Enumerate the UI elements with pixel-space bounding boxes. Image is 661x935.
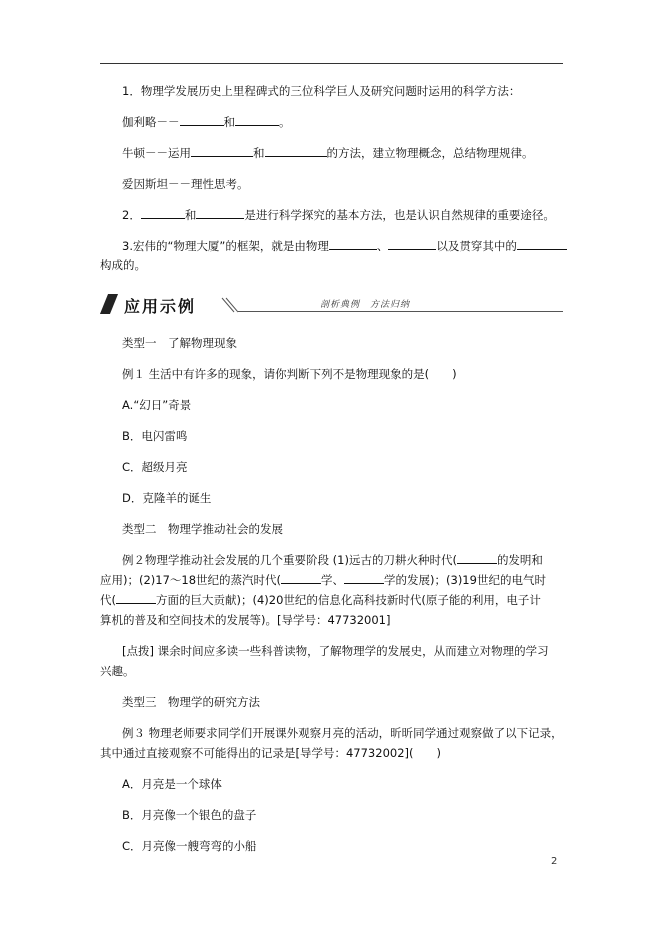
blank[interactable]: [329, 238, 377, 250]
blank[interactable]: [235, 114, 279, 126]
page-number: 2: [551, 856, 558, 867]
q1-newton: [122, 145, 534, 161]
blank[interactable]: [265, 145, 327, 157]
blank[interactable]: [180, 114, 224, 126]
section-rule: [238, 311, 563, 312]
option-a[interactable]: A．月亮是一个球体: [122, 777, 222, 791]
type2-title: 类型二 物理学推动社会的发展: [122, 522, 283, 536]
option-c[interactable]: C．超级月亮: [122, 460, 188, 474]
section-header: [100, 292, 563, 318]
example2-text: 方面的巨大贡献)；(4)20世纪的信息化高科技新时代(原子能的利用，电子计: [156, 593, 541, 607]
newton-end: 的方法，建立物理概念，总结物理规律。: [326, 146, 534, 160]
option-b[interactable]: B．电闪雷鸣: [122, 429, 188, 443]
q3-line1: [122, 238, 567, 254]
example3-line2: 其中通过直接观察不可能得出的记录是[导学号：47732002]( ): [100, 746, 441, 760]
type3-title: 类型三 物理学的研究方法: [122, 695, 260, 709]
blank[interactable]: [141, 207, 185, 219]
tip-line2: 兴趣。: [100, 664, 135, 678]
q2: [122, 207, 555, 223]
galileo-end: 。: [279, 115, 291, 129]
q3-line2: 构成的。: [100, 258, 146, 272]
q1-title: 1．物理学发展历史上里程碑式的三位科学巨人及研究问题时运用的科学方法：: [122, 84, 521, 98]
example3-line1: 例３ 物理老师要求同学们开展课外观察月亮的活动，昕昕同学通过观察做了以下记录，: [122, 726, 563, 740]
example2-text: 例２物理学推动社会发展的几个重要阶段 (1)远古的刀耕火种时代(: [122, 553, 457, 567]
section-title: 应用示例: [124, 297, 197, 316]
blank[interactable]: [196, 207, 244, 219]
blank[interactable]: [388, 238, 436, 250]
blank[interactable]: [191, 145, 253, 157]
q1-galileo: [122, 114, 291, 130]
q2-prefix: 2．: [122, 208, 141, 222]
q3-sep: 、: [376, 239, 389, 253]
blank[interactable]: [457, 552, 497, 564]
type1-title: 类型一 了解物理现象: [122, 336, 237, 350]
option-a[interactable]: A.“幻日”奇景: [122, 398, 192, 412]
q1-einstein: 爱因斯坦－－理性思考。: [122, 177, 249, 191]
example1-question: 例１ 生活中有许多的现象，请你判断下列不是物理现象的是( ): [122, 367, 457, 381]
blank[interactable]: [116, 592, 156, 604]
option-c[interactable]: C．月亮像一艘弯弯的小船: [122, 839, 257, 853]
example2-line3: [100, 592, 541, 608]
section-subtitle: 剖析典例 方法归纳: [320, 300, 411, 310]
blank[interactable]: [281, 572, 321, 584]
blank[interactable]: [517, 238, 567, 250]
option-b[interactable]: B．月亮像一个银色的盘子: [122, 808, 257, 822]
example2-line4: 算机的普及和空间技术的发展等)。[导学号：47732001]: [100, 613, 391, 627]
q3-mid: 以及贯穿其中的: [436, 239, 517, 253]
newton-prefix: 牛顿－－运用: [122, 146, 191, 160]
tip-line1: [点拨] 课余时间应多读一些科普读物，了解物理学的发展史，从而建立对物理的学习: [122, 644, 549, 658]
example2-line2: [100, 572, 546, 588]
example2-text: 学的发展)；(3)19世纪的电气时: [384, 573, 546, 587]
newton-mid: 和: [253, 146, 265, 160]
header-rule: [100, 63, 563, 64]
option-d[interactable]: D．克隆羊的诞生: [122, 491, 212, 505]
slash-icon: [100, 294, 118, 314]
example2-text: 的发明和: [496, 553, 543, 567]
example2-text: 应用)；(2)17～18世纪的蒸汽时代(: [100, 573, 282, 587]
blank[interactable]: [344, 572, 384, 584]
galileo-prefix: 伽利略－－: [122, 115, 180, 129]
example2-text: 学、: [321, 573, 345, 587]
q2-mid: 和: [184, 208, 197, 222]
example2-text: 代(: [100, 593, 116, 607]
q3-prefix: 3.宏伟的“物理大厦”的框架，就是由物理: [122, 239, 329, 253]
galileo-mid: 和: [223, 115, 235, 129]
q2-end: 是进行科学探究的基本方法，也是认识自然规律的重要途径。: [244, 208, 555, 222]
double-slash-icon: [220, 296, 238, 314]
example2-line1: [122, 552, 543, 568]
